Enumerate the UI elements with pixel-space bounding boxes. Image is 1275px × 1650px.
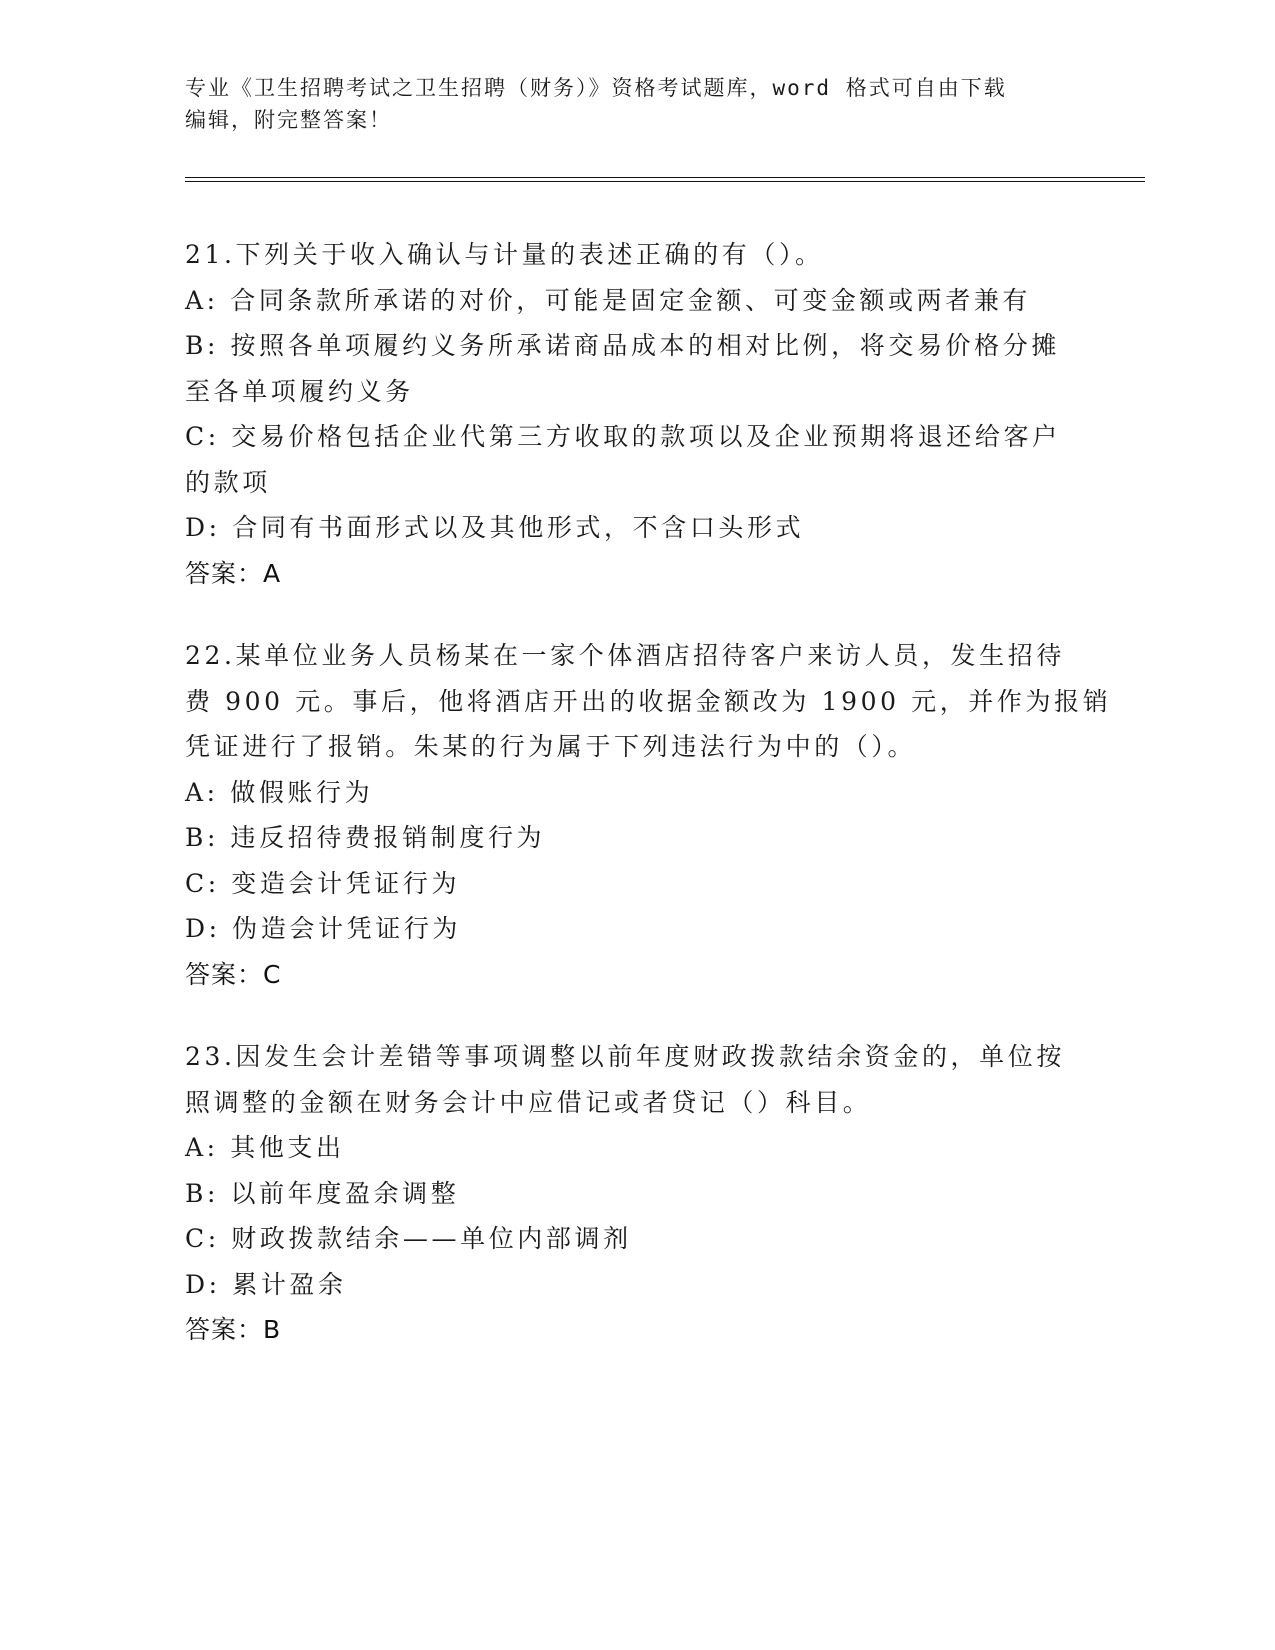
option-line: B: 按照各单项履约义务所承诺商品成本的相对比例，将交易价格分摊: [185, 331, 1060, 360]
answer-label: 答案：B: [185, 1315, 282, 1344]
option-b: [185, 323, 1065, 414]
option-d: [185, 1262, 1065, 1308]
question-stem-continued: 照调整的金额在财务会计中应借记或者贷记（）科目。: [185, 1087, 872, 1117]
option-b: [185, 1171, 1065, 1217]
question-list: [185, 232, 1112, 1390]
option-a: [185, 1125, 1065, 1171]
option-line-continued: 的款项: [185, 467, 271, 497]
option-c: [185, 861, 1065, 907]
header-divider: [185, 177, 1145, 182]
question-stem-continued: 费 900 元。事后，他将酒店开出的收据金额改为 1900 元，并作为报销: [185, 686, 1112, 716]
answer-label: 答案：C: [185, 959, 282, 989]
question-23: [185, 1034, 1065, 1353]
answer-label: 答案：A: [185, 558, 282, 588]
option-d: [185, 505, 1065, 551]
option-b: [185, 815, 1065, 861]
header-line-1: 专业《卫生招聘考试之卫生招聘（财务）》资格考试题库，word 格式可自由下载: [185, 76, 1007, 100]
option-c: [185, 414, 1065, 505]
option-line: A: 其他支出: [185, 1133, 345, 1162]
question-stem: 23.因发生会计差错等事项调整以前年度财政拨款结余资金的，单位按: [185, 1042, 1065, 1071]
option-line: A: 合同条款所承诺的对价，可能是固定金额、可变金额或两者兼有: [185, 285, 1032, 315]
option-a: [185, 770, 1065, 816]
question-21: [185, 232, 1065, 596]
option-line: C: 变造会计凭证行为: [185, 868, 461, 898]
question-22: [185, 633, 1112, 997]
option-line-continued: 至各单项履约义务: [185, 376, 414, 406]
question-stem: 21.下列关于收入确认与计量的表述正确的有（）。: [185, 240, 824, 269]
option-line: D: 伪造会计凭证行为: [185, 914, 462, 943]
option-line: D: 累计盈余: [185, 1269, 347, 1299]
option-line: C: 财政拨款结余——单位内部调剂: [185, 1224, 632, 1253]
option-c: [185, 1216, 1065, 1262]
question-stem: 22.某单位业务人员杨某在一家个体酒店招待客户来访人员，发生招待: [185, 641, 1065, 670]
option-d: [185, 906, 1065, 952]
document-header: [185, 72, 1085, 136]
option-line: A: 做假账行为: [185, 777, 374, 807]
header-line-2: 编辑，附完整答案！: [185, 108, 392, 132]
question-stem-continued: 凭证进行了报销。朱某的行为属于下列违法行为中的（）。: [185, 732, 917, 761]
option-line: D: 合同有书面形式以及其他形式，不含口头形式: [185, 513, 805, 542]
option-a: [185, 278, 1065, 324]
option-line: C: 交易价格包括企业代第三方收取的款项以及企业预期将退还给客户: [185, 422, 1061, 451]
option-line: B: 违反招待费报销制度行为: [185, 823, 546, 852]
option-line: B: 以前年度盈余调整: [185, 1178, 460, 1208]
